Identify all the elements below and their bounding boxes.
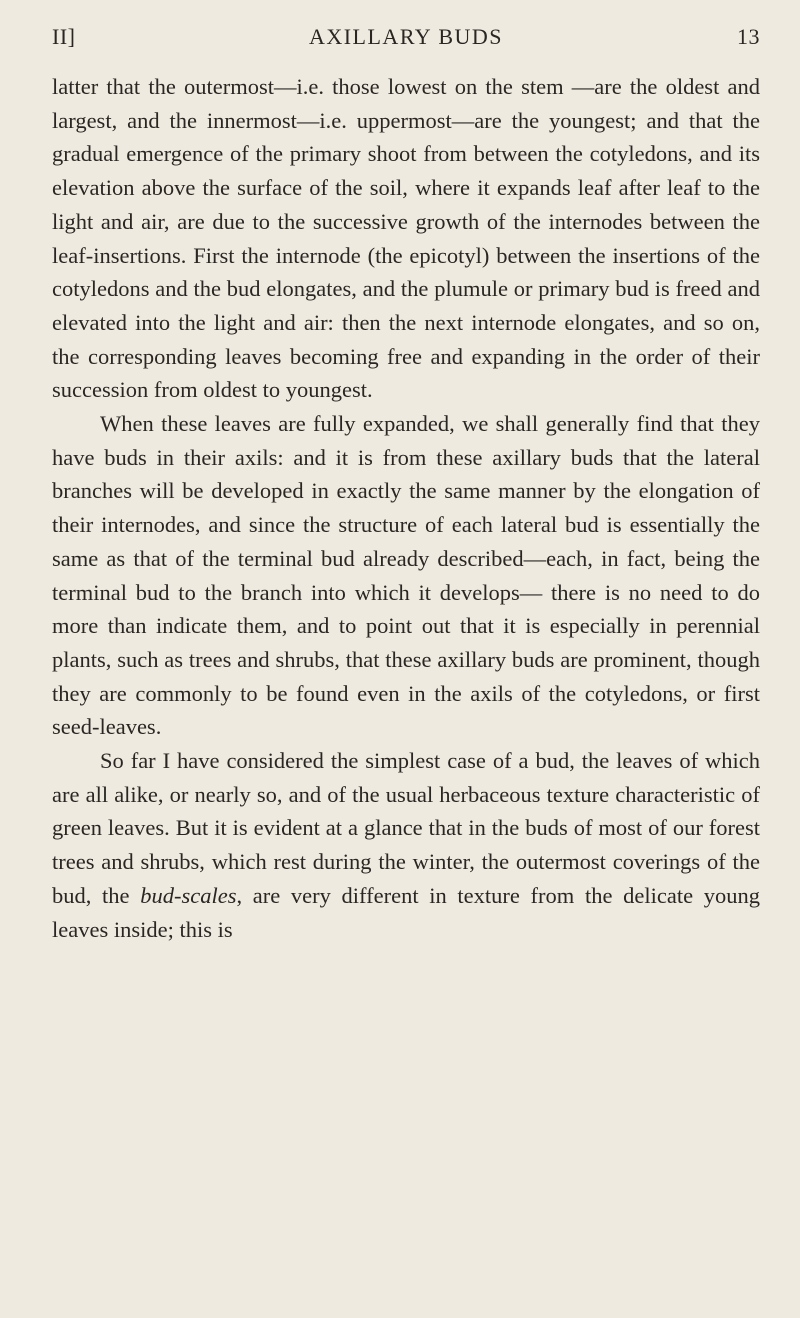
paragraph-bud-scales (52, 744, 760, 946)
running-head (52, 14, 760, 58)
body-text (52, 70, 760, 946)
emphasis-bud-scales: bud-scales (140, 882, 237, 908)
paragraph-continued: latter that the outermost—i.e. those lowest on the stem —are the oldest and largest, and the innermost—i.e. uppermost—are the youngest; and that the gradual emergence of the primary shoot from between the cotyledons, and its elevation above the surface of the soil, where it expands leaf after leaf to the light and air, are due to the successive growth of the internodes between the leaf-insertions. First the internode (the epicotyl) between the insertions of the cotyledons and the bud elongates, and the plumule or primary bud is freed and elevated into the light and air: then the next internode elongates, and so on, the corresponding leaves becoming free and expanding in the order of their succession from oldest to youngest. (52, 74, 760, 403)
running-title: AXILLARY BUDS (308, 24, 504, 49)
paragraph-text-before: So far I have considered the simplest case of a bud, the leaves of which are all alike, or nearly so, and of the usual herbaceous texture characteristic of green leaves. But it is evident at a glance that in the buds of most of our forest trees and shrubs, which rest during the winter, the outermost coverings of the bud, the (52, 748, 760, 908)
paragraph-axillary-buds: When these leaves are fully expanded, we shall generally find that they have buds in their axils: and it is from these axillary buds that the lateral branches will be developed in exactly the same manner by the elongation of their internodes, and since the structure of each lateral bud is essentially the same as that of the terminal bud already described—each, in fact, being the terminal bud to the branch into which it develops— there is no need to do more than indicate them, and to point out that it is especially in perennial plants, such as trees and shrubs, that these axillary buds are prominent, though they are commonly to be found even in the axils of the cotyledons, or first seed-leaves. (52, 411, 760, 740)
paragraph-text-after: , are very different in texture from the delicate young leaves inside; this is (52, 882, 760, 942)
chapter-marker: II] (52, 24, 76, 49)
page-number: 13 (737, 24, 760, 49)
